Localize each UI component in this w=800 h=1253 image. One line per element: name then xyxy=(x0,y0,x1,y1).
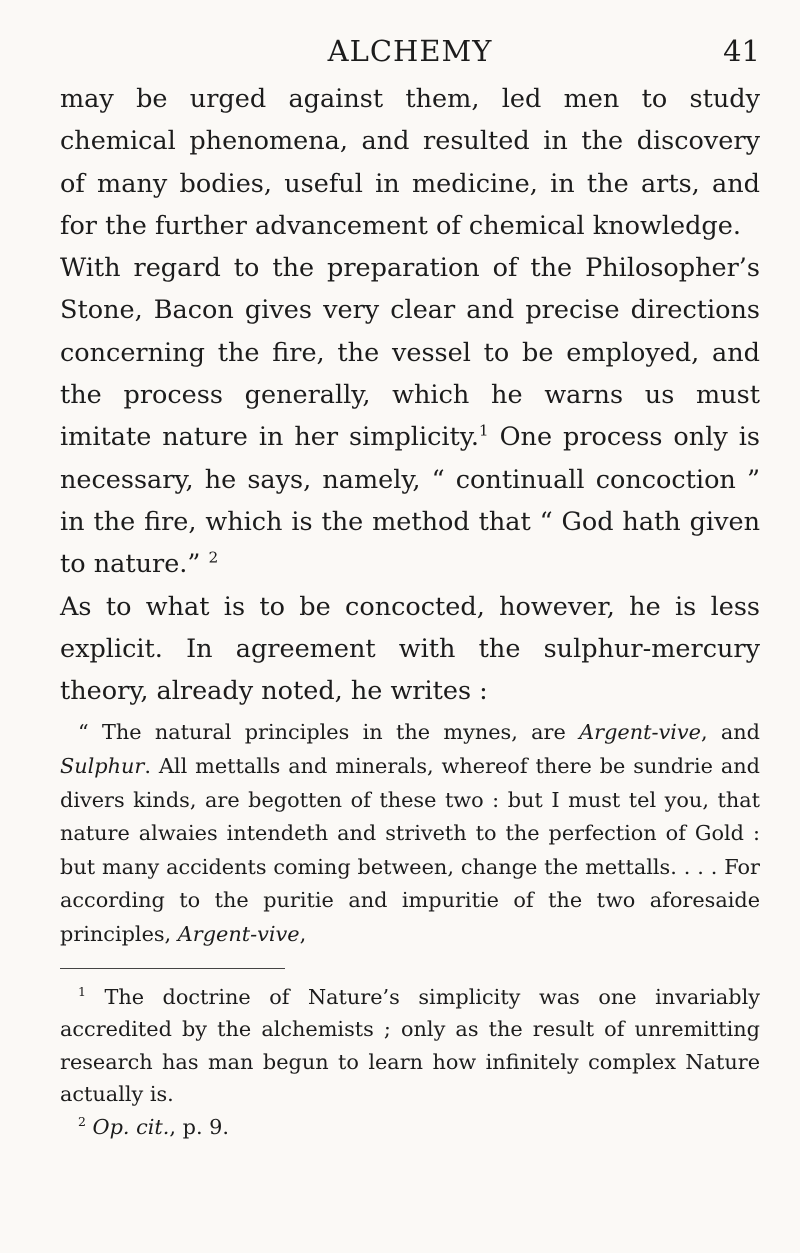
book-page xyxy=(60,28,760,1143)
paragraph xyxy=(60,247,760,585)
quote-italic: Argent-vive xyxy=(177,922,300,947)
quote-italic: Sulphur xyxy=(60,754,145,779)
block-quote xyxy=(60,716,760,951)
quote-segment: , and xyxy=(700,720,760,745)
running-title: ALCHEMY xyxy=(327,34,493,68)
paragraph-text: may be urged against them, led men to study chemical phenomena, and resulted in the discovery of many bodies, useful in medicine, in the arts, and for the further advancement of chemical knowledge. xyxy=(60,84,760,241)
footnote-text: The doctrine of Nature’s simplicity was one invariably accredited by the alchemists ; only as the result of unremitting research has man begun to learn how infinitely complex Nature actually is. xyxy=(60,984,760,1107)
running-head xyxy=(60,28,760,78)
footnote-italic: Op. cit. xyxy=(85,1114,170,1139)
paragraph-text: As to what is to be concocted, however, he is less explicit. In agreement with the sulphur-mercury theory, already noted, he writes : xyxy=(60,591,760,707)
body-text xyxy=(60,78,760,712)
quote-italic: Argent-vive xyxy=(579,720,701,745)
quote-segment: “ The natural principles in the mynes, are xyxy=(78,720,580,745)
footnote-marker: 2 xyxy=(78,1113,86,1129)
quote-segment: , xyxy=(299,922,307,947)
footnote xyxy=(60,1111,760,1144)
footnote xyxy=(60,981,760,1111)
footnote-reference: 2 xyxy=(208,548,219,567)
footnotes xyxy=(60,981,760,1144)
quote-text xyxy=(60,716,760,951)
paragraph xyxy=(60,586,760,713)
footnote-reference: 1 xyxy=(478,421,489,440)
footnote-divider xyxy=(60,968,285,969)
quote-segment: . All mettalls and minerals, whereof there be sundrie and divers kinds, are begotten of these two : but I must tel you, that nature alwaies intendeth and striveth to the perfection of Gold : but many accidents coming between, change the mettalls. . . . For according to the puritie and impuritie of the two aforesaide principles, xyxy=(60,754,760,947)
paragraph-text: One process only is necessary, he says, namely, “ continuall concoction ” in the fire, which is the method that “ God hath given to nature.” xyxy=(60,422,760,580)
page-number: 41 xyxy=(723,34,760,68)
footnote-marker: 1 xyxy=(78,983,86,999)
paragraph xyxy=(60,78,760,247)
paragraph-text: With regard to the preparation of the Philosopher’s Stone, Bacon gives very clear and precise directions concerning the fire, the vessel to be employed, and the process generally, which he warns us must imitate nature in her simplicity. xyxy=(60,253,760,453)
footnote-text: , p. 9. xyxy=(169,1114,230,1139)
